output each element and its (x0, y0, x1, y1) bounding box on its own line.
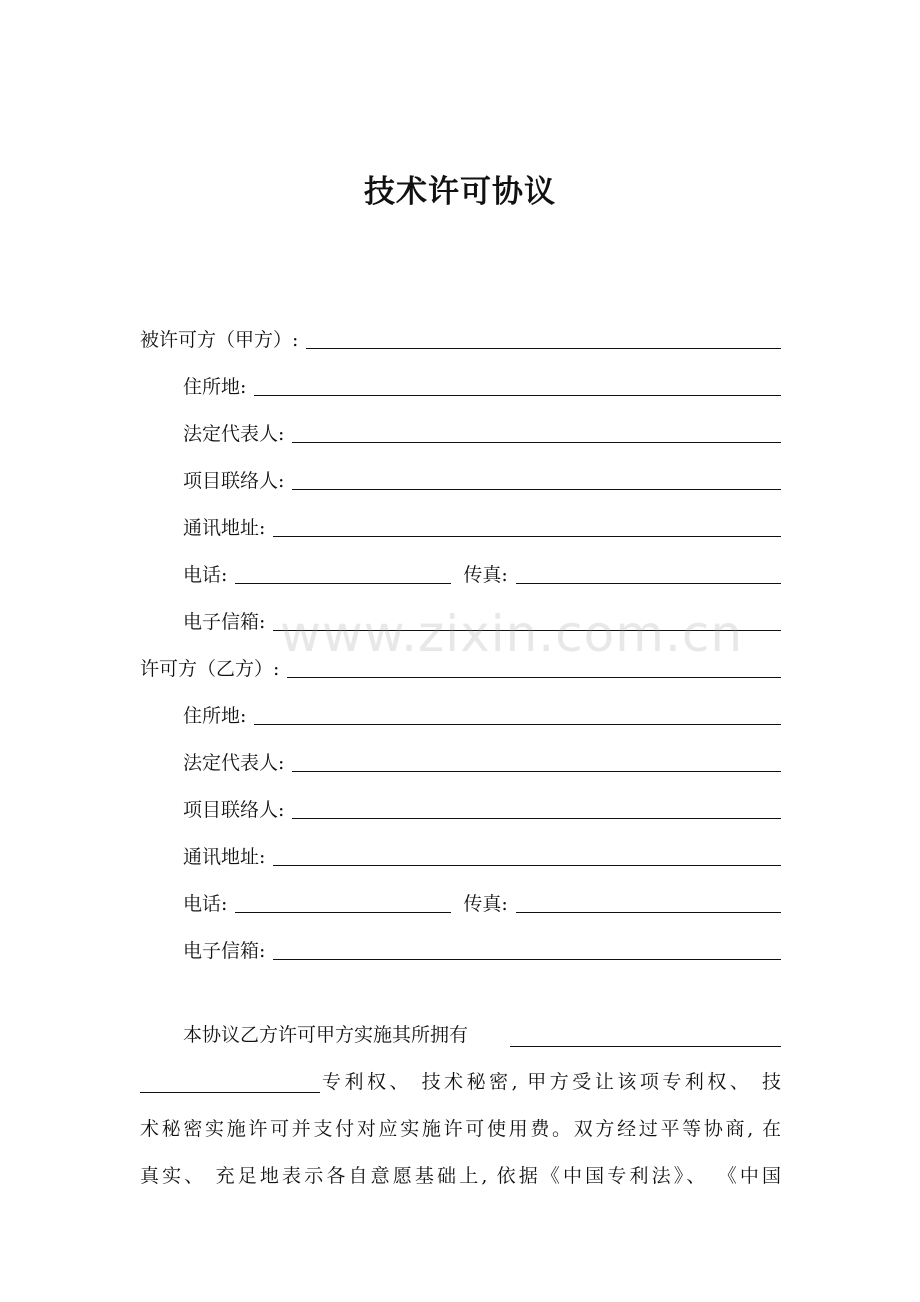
document-title: 技术许可协议 (364, 174, 556, 210)
body-line-2: 专利权、 技术秘密, 甲方受让该项专利权、 技 (322, 1071, 781, 1093)
party-b-mail-address-label: 通讯地址: (183, 846, 266, 868)
party-a-phone-blank[interactable] (235, 582, 451, 584)
party-a-email-blank[interactable] (273, 629, 781, 631)
party-b-contact-blank[interactable] (292, 817, 781, 819)
party-a-legal-rep-label: 法定代表人: (183, 423, 285, 445)
party-b-fax-blank[interactable] (516, 911, 781, 913)
technology-name-blank-2[interactable] (140, 1091, 320, 1093)
party-a-phone-fax-row (183, 557, 781, 587)
party-a-address-row (183, 369, 781, 399)
party-a-mail-address-label: 通讯地址: (183, 517, 266, 539)
party-b-address-blank[interactable] (254, 723, 781, 725)
party-a-contact-label: 项目联络人: (183, 470, 285, 492)
party-a-fax-label: 传真: (463, 564, 508, 586)
party-a-email-row (183, 604, 781, 634)
party-b-phone-label: 电话: (183, 893, 228, 915)
party-a-contact-row (183, 463, 781, 493)
body-line-3: 术秘密实施许可并支付对应实施许可使用费。双方经过平等协商, 在 (140, 1118, 781, 1140)
party-b-heading: 许可方（乙方）: (140, 658, 280, 680)
party-a-legal-rep-row (183, 416, 781, 446)
party-b-legal-rep-row (183, 745, 781, 775)
party-b-address-row (183, 698, 781, 728)
party-b-mail-address-row (183, 839, 781, 869)
party-b-contact-row (183, 792, 781, 822)
party-a-contact-blank[interactable] (292, 488, 781, 490)
party-a-email-label: 电子信箱: (183, 611, 266, 633)
party-b-email-blank[interactable] (273, 958, 781, 960)
party-a-address-blank[interactable] (254, 394, 781, 396)
party-a-address-label: 住所地: (183, 376, 247, 398)
party-a-name-blank[interactable] (306, 347, 781, 349)
party-a-mail-address-blank[interactable] (273, 535, 781, 537)
party-b-phone-fax-row (183, 886, 781, 916)
party-b-phone-blank[interactable] (235, 911, 451, 913)
party-b-legal-rep-blank[interactable] (292, 770, 781, 772)
party-b-name-blank[interactable] (287, 676, 781, 678)
party-b-email-label: 电子信箱: (183, 940, 266, 962)
party-b-fax-label: 传真: (463, 893, 508, 915)
body-line-1: 本协议乙方许可甲方实施其所拥有 (183, 1024, 469, 1046)
party-b-contact-label: 项目联络人: (183, 799, 285, 821)
party-b-mail-address-blank[interactable] (273, 864, 781, 866)
party-a-phone-label: 电话: (183, 564, 228, 586)
technology-name-blank-1[interactable] (510, 1045, 781, 1047)
body-line-4: 真实、 充足地表示各自意愿基础上, 依据《中国专利法》、 《中国 (140, 1165, 781, 1187)
party-b-address-label: 住所地: (183, 705, 247, 727)
party-a-heading: 被许可方（甲方）: (140, 329, 299, 351)
party-b-heading-row (140, 651, 781, 681)
party-b-legal-rep-label: 法定代表人: (183, 752, 285, 774)
watermark: www.zixin.com.cn (280, 605, 744, 663)
party-a-heading-row (140, 322, 781, 352)
party-a-mail-address-row (183, 510, 781, 540)
party-a-legal-rep-blank[interactable] (292, 441, 781, 443)
party-a-fax-blank[interactable] (516, 582, 781, 584)
party-b-email-row (183, 933, 781, 963)
